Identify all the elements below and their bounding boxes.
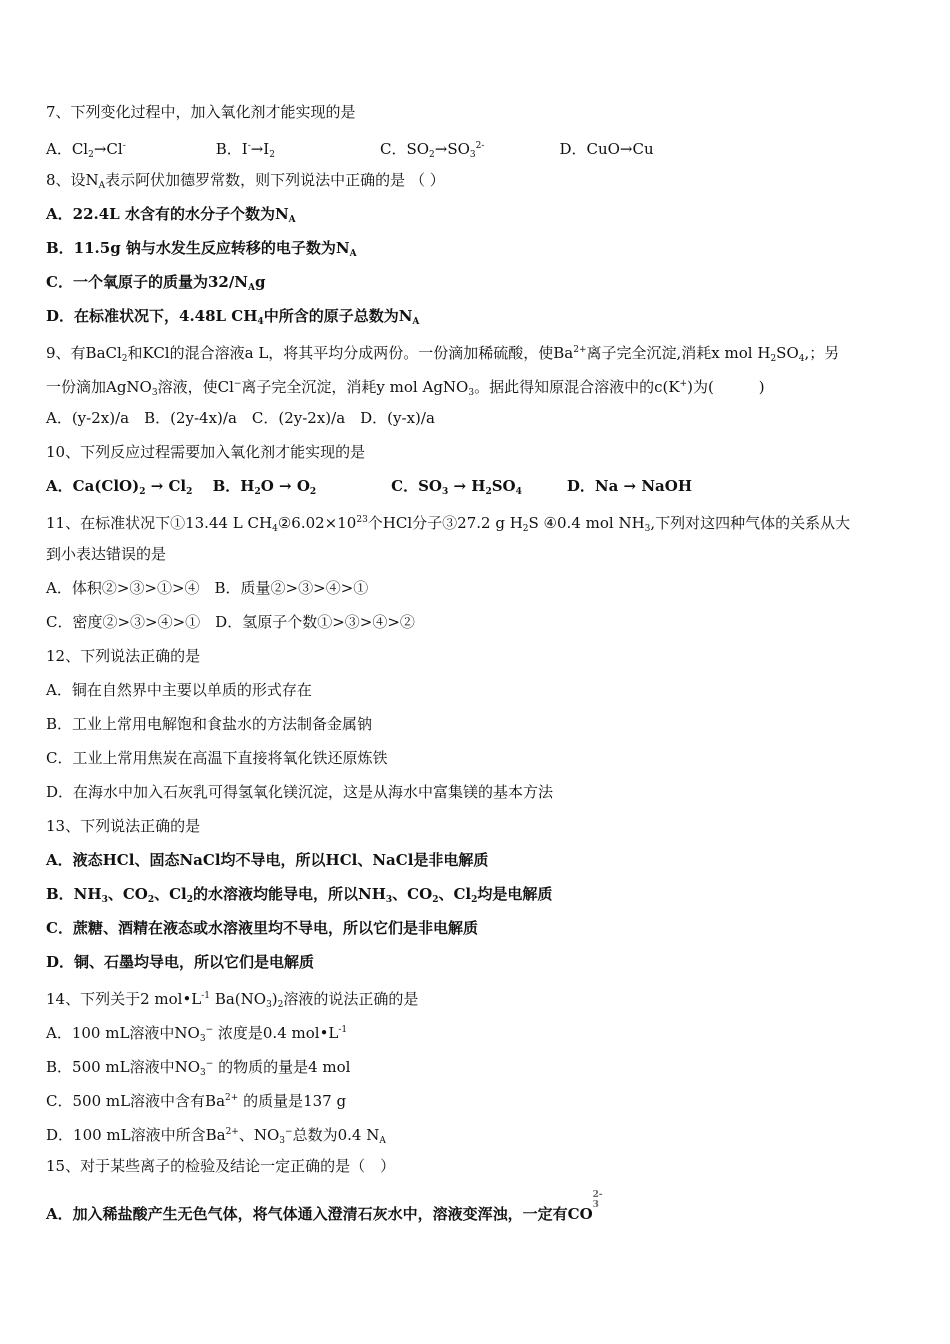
line-q13-c [46,916,916,950]
line-q13-b [46,882,916,916]
text-segment: →I [250,140,270,158]
text-segment: 一份滴加AgNO [46,378,152,396]
text-segment: 的物质的量是4 mol [213,1058,351,1076]
text-segment: 、NO [238,1126,280,1144]
text-segment: D．100 mL溶液中所含Ba [46,1126,226,1144]
text-segment: ②6.02×10 [277,514,357,532]
text-segment: A．Ca(ClO) [46,477,140,495]
text-segment: 、Cl [154,885,187,903]
text-segment: 12、下列说法正确的是 [46,647,201,665]
text-segment: 浓度是0.4 mol•L [213,1024,339,1042]
text-segment: 13、下列说法正确的是 [46,817,201,835]
text-segment: A．体积②>③>①>④ B．质量②>③>④>① [46,579,369,597]
line-q9-stem-2 [46,372,916,406]
text-segment: S ④0.4 mol NH [528,514,645,532]
text-segment: A．铜在自然界中主要以单质的形式存在 [46,681,312,699]
line-q8-a [46,202,916,236]
text-segment: g [255,273,266,291]
subscript: 3 [199,1034,206,1044]
line-q11-stem-2 [46,542,916,576]
text-segment: 15、对于某些离子的检验及结论一定正确的是（ ） [46,1157,396,1175]
text-segment: →Cl [93,140,123,158]
subscript: 3 [101,895,108,905]
subscript: 2 [429,150,435,160]
text-segment: A．液态HCl、固态NaCl均不导电，所以HCl、NaCl是非电解质 [46,851,489,869]
superscript: − [285,1127,293,1137]
line-q12-d [46,780,916,814]
line-q7-options [46,134,916,168]
line-q13-a [46,848,916,882]
superscript: - [247,141,251,151]
superscript: − [205,1025,214,1035]
subscript: 2 [485,487,492,497]
subscript: A [379,1136,386,1146]
text-segment: D．Na → NaOH [521,477,693,495]
text-segment: 离子完全沉淀，消耗y mol AgNO [241,378,469,396]
subscript: 2 [254,487,261,497]
superscript: − [205,1059,214,1069]
text-segment: B．工业上常用电解饱和食盐水的方法制备金属钠 [46,715,373,733]
subscript: 2 [121,354,128,364]
text-segment: 和KCl的混合溶液a L，将其平均分成两份。一份滴加稀硫酸，使Ba [127,344,574,362]
line-q14-a [46,1018,916,1052]
subscript: 2 [471,895,478,905]
text-segment: SO [776,344,799,362]
text-segment: B．I [125,140,248,158]
text-segment: →SO [434,140,470,158]
text-segment: C．蔗糖、酒精在液态或水溶液里均不导电，所以它们是非电解质 [46,919,478,937]
text-segment: 7、下列变化过程中，加入氧化剂才能实现的是 [46,103,356,121]
text-segment: 个HCl分子③27.2 g H [367,514,523,532]
line-q14-c [46,1086,916,1120]
text-segment: ,；另 [804,344,840,362]
subscript: 2 [269,150,275,160]
subscript: 2 [522,524,529,534]
text-segment: C．一个氧原子的质量为32/N [46,273,249,291]
text-segment: 溶液，使Cl [157,378,234,396]
text-segment: C．SO [316,477,442,495]
subscript: 4 [257,317,264,327]
superscript: 2+ [225,1127,239,1137]
subscript: 2 [277,1000,284,1010]
line-q13-d [46,950,916,984]
text-segment: 10、下列反应过程需要加入氧化剂才能实现的是 [46,443,366,461]
subscript: 3 [385,895,393,905]
text-segment: 的质量是137 g [238,1092,347,1110]
subscript: 3 [200,1068,206,1078]
text-segment: C．密度②>③>④>① D．氢原子个数①>③>④>② [46,613,415,631]
text-segment: A．(y-2x)/a B．(2y-4x)/a C．(2y-2x)/a D．(y-x)/a [46,409,435,427]
text-segment: C．SO [274,140,430,158]
text-segment: D．在海水中加入石灰乳可得氢氧化镁沉淀，这是从海水中富集镁的基本方法 [46,783,554,801]
line-q8-c [46,270,916,304]
subscript: A [349,249,357,259]
text-segment: A．Cl [46,140,89,158]
text-segment: ,下列对这四种气体的关系从大 [650,514,851,532]
line-q13-stem [46,814,916,848]
exam-document [46,100,916,1236]
subscript: 4 [515,487,522,497]
line-q8-b [46,236,916,270]
line-q14-d [46,1120,916,1154]
subscript: 3 [469,150,476,160]
text-segment: 、CO [392,885,433,903]
subscript: 4 [798,354,805,364]
text-segment: 14、下列关于2 mol•L [46,990,202,1008]
superscript: + [679,379,688,389]
text-segment: 。据此得知原混合溶液中的c(K [474,378,680,396]
line-q12-b [46,712,916,746]
text-segment: 表示阿伏加德罗常数，则下列说法中正确的是 （ ） [105,171,445,189]
text-segment: 均是电解质 [477,885,553,903]
line-q11-options-cd [46,610,916,644]
text-segment: C．工业上常用焦炭在高温下直接将氧化铁还原炼铁 [46,749,388,767]
subscript: 2 [432,895,439,905]
text-segment: D．CuO→Cu [484,140,654,158]
text-segment: A．22.4L 水含有的水分子个数为N [46,205,289,223]
subscript: A [98,181,106,191]
subscript: 3 [266,1000,272,1010]
text-segment: O → O [260,477,310,495]
subscript: 2 [770,354,777,364]
subscript: 2 [186,895,194,905]
subscript: A [288,215,296,225]
superscript: − [233,379,242,389]
subscript: 2 [88,150,94,160]
line-q8-d [46,304,916,338]
text-segment: ) [271,990,278,1008]
text-segment: B．11.5g 钠与水发生反应转移的电子数为N [46,239,350,257]
text-segment: C．500 mL溶液中含有Ba [46,1092,226,1110]
text-segment: 总数为0.4 N [292,1126,380,1144]
text-segment: 9、有BaCl [46,344,122,362]
text-segment: 到小表达错误的是 [46,545,167,563]
superscript: - [122,141,126,151]
text-segment: )为( ) [687,378,765,396]
subscript: 2 [186,487,193,497]
subscript: 3 [644,524,651,534]
superscript: 2+ [225,1093,239,1103]
text-segment: Ba(NO [210,990,267,1008]
line-q14-b [46,1052,916,1086]
subscript: 4 [272,524,278,534]
subscript: A [248,283,255,293]
line-q15-stem [46,1154,916,1188]
superscript: 2- 3 [592,1190,603,1210]
subscript: 3 [442,487,449,497]
superscript: -1 [201,991,211,1001]
line-q14-stem [46,984,916,1018]
text-segment: → Cl [145,477,187,495]
text-segment: B．H [192,477,255,495]
line-q9-stem-1 [46,338,916,372]
text-segment: B．500 mL溶液中NO [46,1058,201,1076]
superscript: 2+ [573,345,587,355]
text-segment: → H [448,477,486,495]
subscript: 2 [309,487,317,497]
text-segment: D．铜、石墨均导电，所以它们是电解质 [46,953,315,971]
text-segment: 溶液的说法正确的是 [283,990,419,1008]
text-segment: 离子完全沉淀,消耗x mol H [586,344,771,362]
text-segment: B．NH [46,885,102,903]
subscript: 2 [139,487,146,497]
line-q10-options [46,474,916,508]
line-q7-stem [46,100,916,134]
subscript: 2 [147,895,155,905]
line-q12-a [46,678,916,712]
line-q9-options [46,406,916,440]
text-segment: A．加入稀盐酸产生无色气体，将气体通入澄清石灰水中，溶液变浑浊，一定有CO [46,1205,593,1223]
line-q12-c [46,746,916,780]
superscript: 2- [475,141,485,151]
text-segment: D．在标准状况下，4.48L CH [46,307,258,325]
line-q10-stem [46,440,916,474]
superscript: 23 [356,515,368,525]
subscript: 3 [151,388,158,398]
text-segment: 的水溶液均能导电，所以NH [193,885,386,903]
line-q12-stem [46,644,916,678]
subscript: 3 [468,388,475,398]
line-q11-options-ab [46,576,916,610]
line-q11-stem-1 [46,508,916,542]
text-segment: SO [491,477,516,495]
subscript: 3 [279,1136,286,1146]
subscript: A [412,317,420,327]
text-segment: A．100 mL溶液中NO [46,1024,200,1042]
superscript: -1 [338,1025,348,1035]
text-segment: 中所含的原子总数为N [263,307,413,325]
line-q8-stem [46,168,916,202]
line-q15-a [46,1190,916,1236]
text-segment: 8、设N [46,171,99,189]
text-segment: 、Cl [438,885,472,903]
text-segment: 、CO [107,885,148,903]
text-segment: 11、在标准状况下①13.44 L CH [46,514,273,532]
